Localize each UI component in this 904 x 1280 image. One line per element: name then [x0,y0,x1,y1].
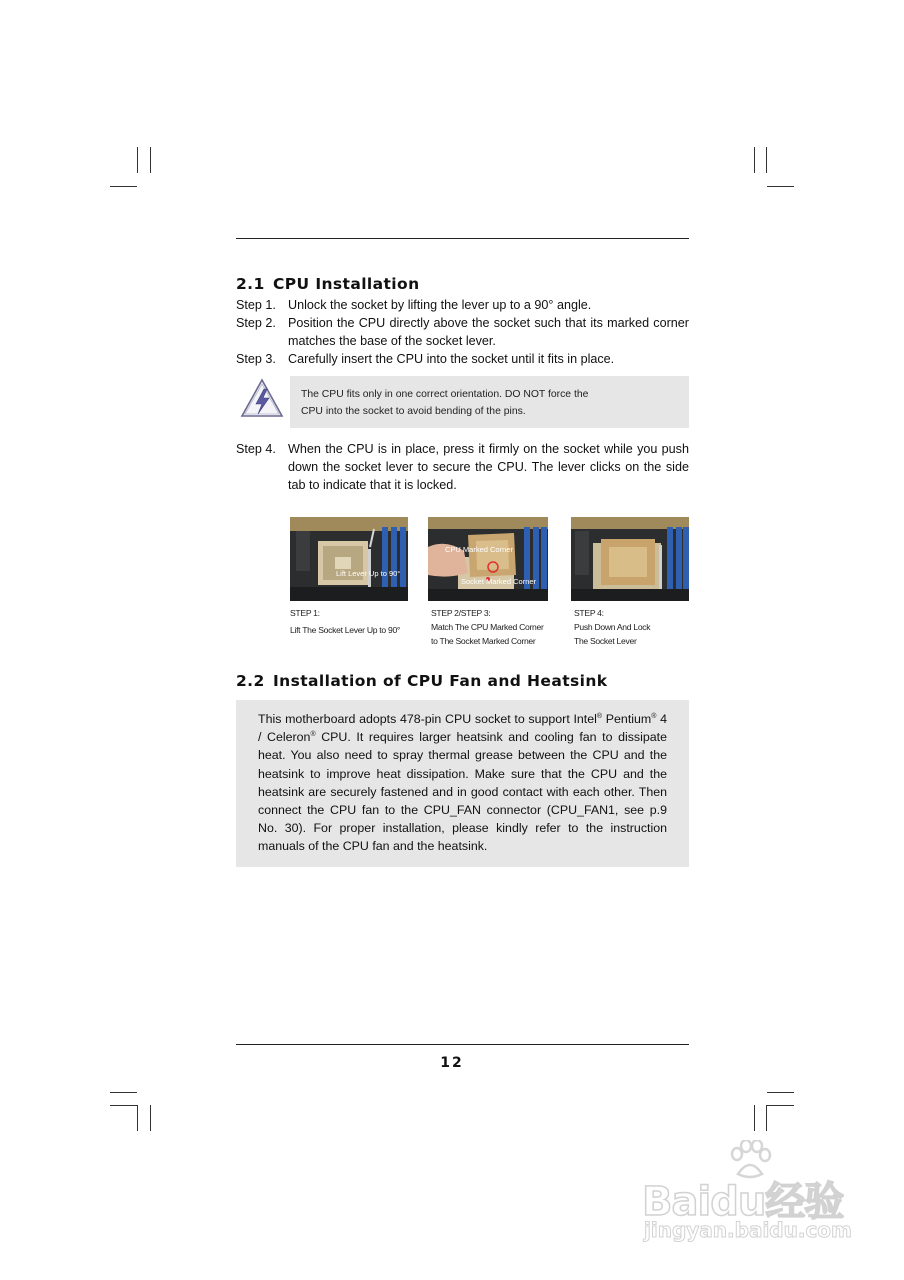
text-run: Pentium [602,712,652,726]
step-label: Step 1. [236,298,276,312]
step-4 [236,440,689,495]
photo-caption-2 [431,606,544,648]
crop-mark [137,1105,138,1131]
step-text: Carefully insert the CPU into the socket until it fits in place. [288,352,615,366]
watermark-url: jingyan.baidu.com [644,1218,852,1242]
step-label: Step 3. [236,352,276,366]
photo-step-1 [290,517,408,601]
heatsink-info-text [258,710,667,856]
text-run: 4 / Celeron [258,712,668,745]
crop-mark [767,1105,794,1106]
registered-mark: ® [596,712,603,720]
registered-mark: ® [651,712,657,720]
crop-mark [754,1105,755,1131]
warning-lightning-icon [239,376,285,422]
crop-mark [150,147,151,173]
bottom-rule [236,1044,689,1045]
crop-mark [137,147,138,173]
caption-title: STEP 2/STEP 3: [431,608,491,618]
warning-line-2: CPU into the socket to avoid bending of the pins. [301,406,526,417]
caption-line: Match The CPU Marked Corner [431,622,544,632]
crop-mark [754,147,755,173]
warning-text [301,386,588,420]
caption-line: Push Down And Lock [574,622,651,632]
heatsink-info-box [236,700,689,867]
step-label: Step 2. [236,316,276,330]
step-3 [236,350,689,368]
crop-mark [150,1105,151,1131]
caption-line: The Socket Lever [574,636,637,646]
photo-caption-3 [574,606,650,648]
registered-mark: ® [310,731,316,739]
step-1 [236,296,689,314]
step-text: Unlock the socket by lifting the lever up to a 90° angle. [288,298,592,312]
crop-mark [110,186,137,187]
step-2 [236,314,689,350]
crop-mark [766,1105,767,1131]
warning-line-1: The CPU fits only in one correct orientation. DO NOT force the [301,389,589,400]
photo-step-2-3 [428,517,548,601]
crop-mark [110,1092,137,1093]
warning-box [290,376,689,428]
crop-mark [766,147,767,173]
photo-caption-1 [290,606,400,634]
section-title: CPU Installation [273,275,420,293]
step-text: Position the CPU directly above the socket such that its marked corner matches the base of the socket lever. [288,316,689,349]
crop-mark [110,1105,137,1106]
section-heading-2-1 [236,275,420,293]
photo-overlay-label: CPU Marked Corner [445,545,513,554]
text-run: CPU. It requires larger heatsink and cooling fan to dissipate heat. You also need to spray thermal grease between the CPU and the heatsink to improve heat dissipation. Make sure that the CPU and the heatsink are securely fastened and in good contact with each other. Then connect the CPU fan to the CPU_FAN connector (CPU_FAN1, see p.9 No. 30). For proper installation, please kindly refer to the instruction manuals of the CPU fan and the heatsink. [258,730,667,854]
section-number: 2.2 [236,672,265,690]
page-number: 12 [440,1055,464,1071]
photo-overlay-label: Socket Marked Corner [461,577,537,586]
caption-line: Lift The Socket Lever Up to 90° [290,625,401,635]
crop-mark [767,186,794,187]
step-label: Step 4. [236,442,276,456]
section-heading-2-2 [236,672,607,690]
caption-line: to The Socket Marked Corner [431,636,536,646]
section-number: 2.1 [236,275,265,293]
photo-overlay-label: Lift Lever Up to 90° [336,569,401,578]
caption-title: STEP 1: [290,608,320,618]
caption-title: STEP 4: [574,608,604,618]
text-run: This motherboard adopts 478-pin CPU socket to support Intel [258,712,597,726]
section-title: Installation of CPU Fan and Heatsink [273,672,608,690]
crop-mark [767,1092,794,1093]
step-text: When the CPU is in place, press it firmly on the socket while you push down the socket lever to secure the CPU. The lever clicks on the side tab to indicate that it is locked. [288,442,689,493]
baidu-watermark [640,1140,870,1250]
photo-step-4 [571,517,689,601]
watermark-brand: Baidu经验 [642,1179,844,1225]
top-rule [236,238,689,239]
